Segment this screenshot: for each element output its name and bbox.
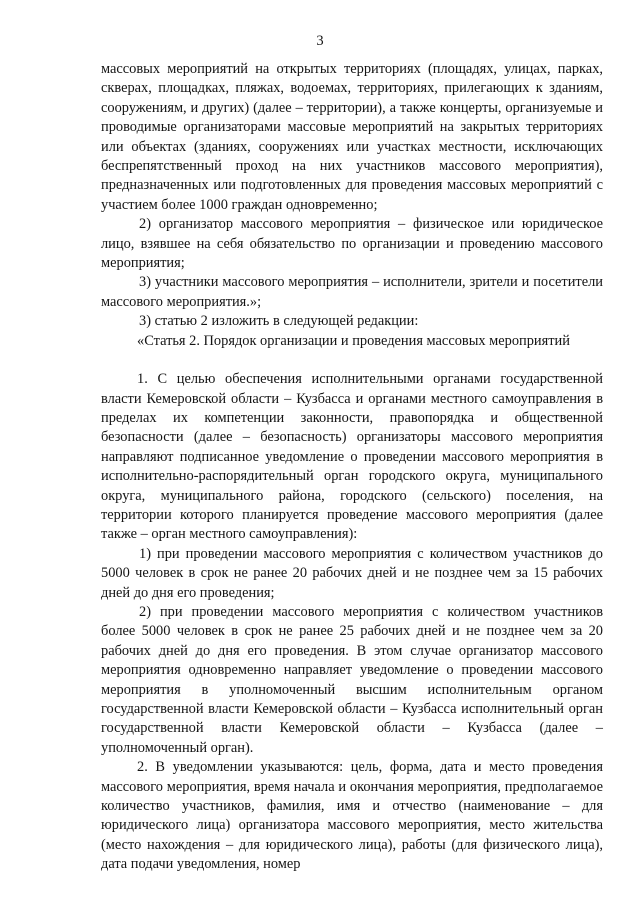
- paragraph-clause-1-item-1: 1) при проведении массового мероприятия с количеством участников до 5000 человек в срок не ранее 20 рабочих дней и не позднее чем за 15 рабочих дней до дня его проведения;: [101, 545, 603, 601]
- page-number: 3: [316, 33, 324, 49]
- blank-line: [101, 351, 603, 370]
- paragraph-definition-participants: 3) участники массового мероприятия – исполнители, зрители и посетители массового мероприятия.»;: [101, 274, 603, 310]
- document-body: [101, 60, 603, 875]
- paragraph-clause-1-item-2: 2) при проведении массового мероприятия с количеством участников более 5000 человек в срок не ранее 25 рабочих дней и не позднее чем за 20 рабочих дней до дня его проведения. В этом случае организатор массового мероприятия одновременно направляет уведомление о проведении массового мероприятия в уполномоченный высшим исполнительным органом государственной власти Кемеровской области – Кузбасса исполнительный орган государственной власти Кемеровской области – Кузбасса (далее – уполномоченный орган).: [101, 603, 603, 756]
- paragraph-article-2-clause-1: 1. С целью обеспечения исполнительными органами государственной власти Кемеровской области – Кузбасса и органами местного самоуправления в пределах их компетенции законности, правопорядка и общественной безопасности (далее – безопасность) организаторы массового мероприятия направляют подписанное уведомление о проведении массового мероприятия в исполнительно-распорядительный орган городского округа, муниципального округа, муниципального района, городского (сельского) поселения, на территории которого планируется проведение массового мероприятия (далее также – орган местного самоуправления):: [101, 371, 603, 543]
- paragraph-definition-mass-events-continued: массовых мероприятий на открытых территориях (площадях, улицах, парках, скверах, площадках, пляжах, водоемах, территориях, прилегающих к зданиям, сооружениям, и других) (далее – территории), а также концерты, организуемые и проводимые организаторами массовые мероприятий на закрытых территориях или объектах (зданиях, сооружениях или участках местности, исключающих беспрепятственный проход на них участников массового мероприятия), предназначенных или подготовленных для проведения массовых мероприятий с участием более 1000 граждан одновременно;: [101, 61, 603, 213]
- paragraph-article-2-clause-2: 2. В уведомлении указываются: цель, форма, дата и место проведения массового мероприятия, время начала и окончания мероприятия, предполагаемое количество участников, фамилия, имя и отчество (наименование – для юридического лица) организатора массового мероприятия, место жительства (место нахождения – для юридического лица), работы (для физического лица), дата подачи уведомления, номер: [101, 759, 603, 873]
- paragraph-definition-organizer: 2) организатор массового мероприятия – физическое или юридическое лицо, взявшее на себя обязательство по организации и проведению массового мероприятия;: [101, 216, 603, 272]
- paragraph-amendment-article-2: 3) статью 2 изложить в следующей редакции:: [139, 313, 419, 330]
- article-2-title: «Статья 2. Порядок организации и проведения массовых мероприятий: [137, 332, 570, 349]
